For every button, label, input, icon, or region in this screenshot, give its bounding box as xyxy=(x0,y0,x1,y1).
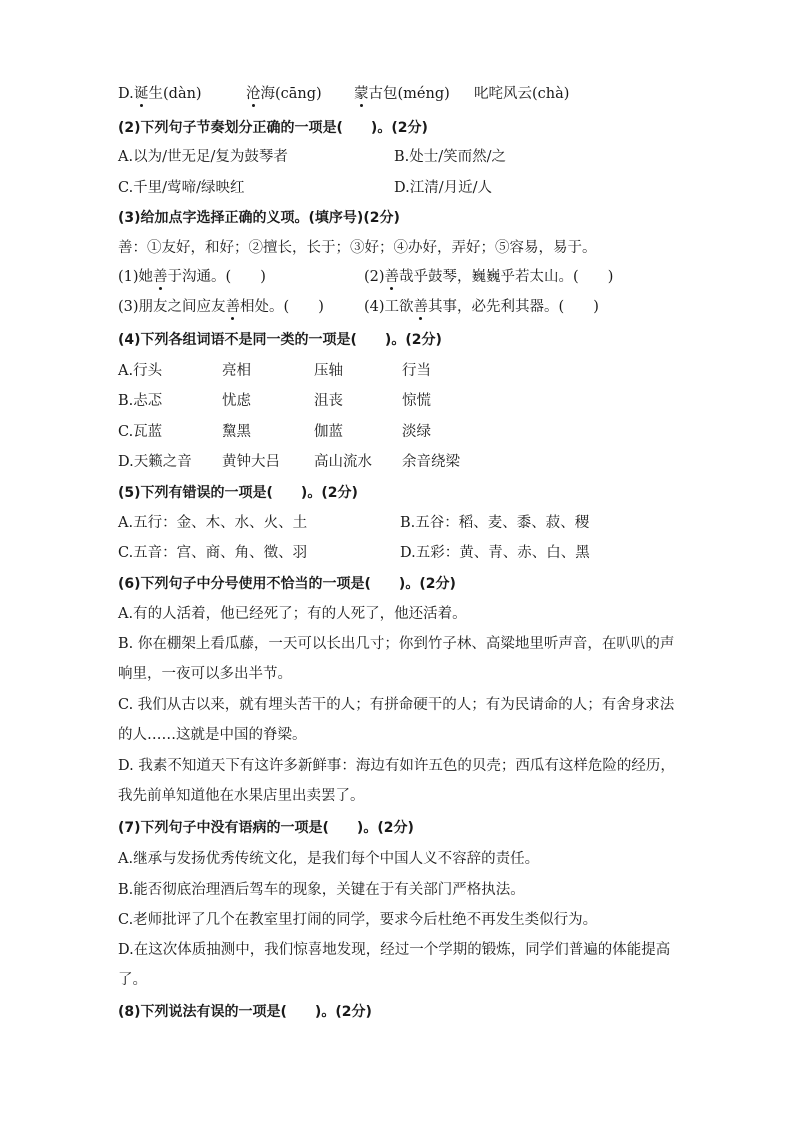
q4-b-word3: 沮丧 xyxy=(314,393,343,409)
q2-option-a: A.以为/世无足/复为鼓琴者 xyxy=(118,149,288,165)
q3-title: (3)给加点字选择正确的义项。(填序号)(2分) xyxy=(118,210,400,226)
q2-option-c: C.千里/莺啼/绿映红 xyxy=(118,180,245,196)
q5-option-a: A.五行：金、木、水、火、土 xyxy=(118,515,308,531)
q4-d-word2: 黄钟大吕 xyxy=(222,454,280,470)
q5-option-c: C.五音：宫、商、角、徵、羽 xyxy=(118,545,308,561)
q4-b-word2: 忧虑 xyxy=(222,393,251,409)
q2-option-b: B.处士/笑而然/之 xyxy=(394,149,507,165)
q7-title: (7)下列句子中没有语病的一项是( )。(2分) xyxy=(118,820,414,836)
q4-a-word1: A.行头 xyxy=(118,363,163,379)
q1-d-word2: 沧海(cāng) xyxy=(246,86,322,102)
q6-option-d: D. 我素不知道天下有这许多新鲜事：海边有如许五色的贝壳；西瓜有这样危险的经历，我先前单知道他在水果店里出卖罢了。 xyxy=(118,758,675,804)
q1-d-prefix: D. xyxy=(118,86,134,102)
q6-option-b: B. 你在棚架上看瓜藤，一天可以长出几寸；你到竹子林、高粱地里听声音，在叭叭的声响里，一夜可以多出半节。 xyxy=(118,636,675,682)
q1-d-word3: 蒙古包(méng) xyxy=(354,86,450,102)
q4-a-word3: 压轴 xyxy=(314,363,343,379)
q3-sentence-1: (1)她善于沟通。( ) xyxy=(118,269,266,285)
q3-sentence-4: (4)工欲善其事，必先利其器。( ) xyxy=(364,299,599,315)
q7-option-d: D.在这次体质抽测中，我们惊喜地发现，经过一个学期的锻炼，同学们普遍的体能提高了。 xyxy=(118,942,671,988)
q1-d-word4: 叱咤风云(chà) xyxy=(474,86,570,102)
q7-option-c: C.老师批评了几个在教室里打闹的同学，要求今后杜绝不再发生类似行为。 xyxy=(118,912,598,928)
q4-d-word4: 余音绕梁 xyxy=(402,454,460,470)
q4-b-word4: 惊慌 xyxy=(402,393,431,409)
q4-a-word4: 行当 xyxy=(402,363,431,379)
q2-option-d: D.江清/月近/人 xyxy=(394,180,492,196)
q4-c-word4: 淡绿 xyxy=(402,424,431,440)
q7-option-b: B.能否彻底治理酒后驾车的现象，关键在于有关部门严格执法。 xyxy=(118,882,525,898)
q4-title: (4)下列各组词语不是同一类的一项是( )。(2分) xyxy=(118,332,442,348)
q4-c-word1: C.瓦蓝 xyxy=(118,424,163,440)
q3-meanings: 善：①友好，和好；②擅长，长于；③好；④办好，弄好；⑤容易，易于。 xyxy=(118,240,597,256)
q5-option-d: D.五彩：黄、青、赤、白、黑 xyxy=(400,545,590,561)
q6-title: (6)下列句子中分号使用不恰当的一项是( )。(2分) xyxy=(118,576,456,592)
q4-c-word3: 伽蓝 xyxy=(314,424,343,440)
q6-option-c: C. 我们从古以来，就有埋头苦干的人；有拼命硬干的人；有为民请命的人；有舍身求法的人……这就是中国的脊梁。 xyxy=(118,697,675,743)
q4-d-word3: 高山流水 xyxy=(314,454,372,470)
q1-d-word1: 诞生(dàn) xyxy=(134,86,202,102)
q3-sentence-3: (3)朋友之间应友善相处。( ) xyxy=(118,299,324,315)
q3-sentence-2: (2)善哉乎鼓琴，巍巍乎若太山。( ) xyxy=(364,269,614,285)
q4-a-word2: 亮相 xyxy=(222,363,251,379)
q5-title: (5)下列有错误的一项是( )。(2分) xyxy=(118,485,358,501)
q4-d-word1: D.天籁之音 xyxy=(118,454,192,470)
q2-title: (2)下列句子节奏划分正确的一项是( )。(2分) xyxy=(118,120,428,136)
q7-option-a: A.继承与发扬优秀传统文化，是我们每个中国人义不容辞的责任。 xyxy=(118,851,540,867)
q5-option-b: B.五谷：稻、麦、黍、菽、稷 xyxy=(400,515,590,531)
q4-b-word1: B.忐忑 xyxy=(118,393,163,409)
q6-option-a: A.有的人活着，他已经死了；有的人死了，他还活着。 xyxy=(118,606,467,622)
q8-title: (8)下列说法有误的一项是( )。(2分) xyxy=(118,1004,372,1020)
q4-c-word2: 黧黑 xyxy=(222,424,251,440)
